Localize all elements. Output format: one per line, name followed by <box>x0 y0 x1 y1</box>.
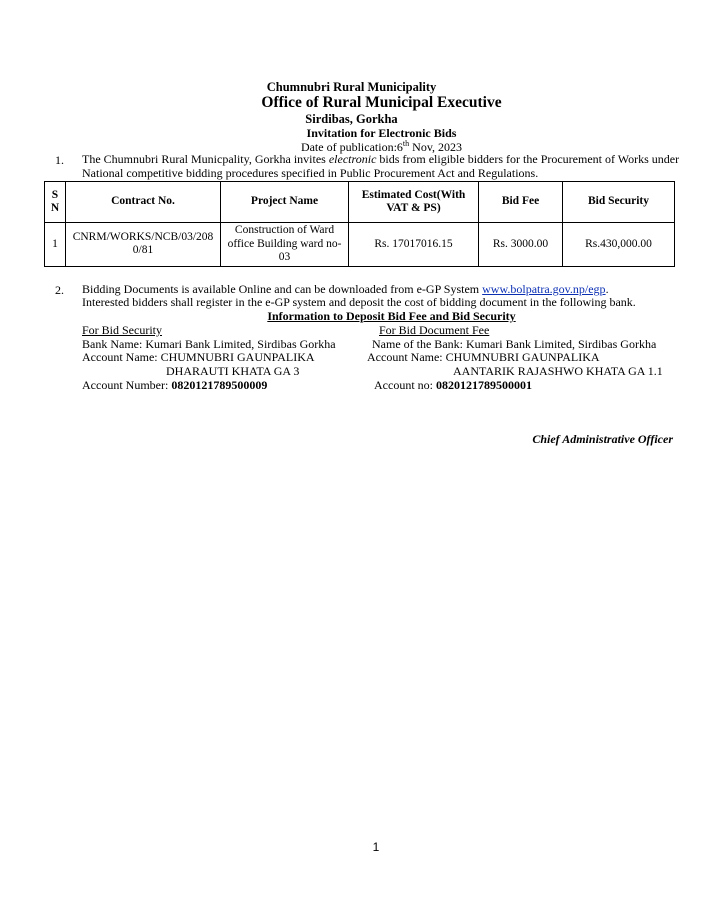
table-row <box>45 223 675 267</box>
bid-security-account-number-label: Account Number: <box>82 378 172 392</box>
office-title: Office of Rural Municipal Executive <box>261 94 502 111</box>
cell-project: Construction of Ward office Building ward no-03 <box>221 223 349 267</box>
header-contract: Contract No. <box>66 182 221 223</box>
header-fee: Bid Fee <box>479 182 563 223</box>
header-project: Project Name <box>221 182 349 223</box>
para1-text <box>82 153 682 180</box>
para1-text-italic: electronic <box>328 152 377 166</box>
bid-security-account-name-2: DHARAUTI KHATA GA 3 <box>166 364 300 378</box>
bid-fee-account-name: Account Name: CHUMNUBRI GAUNPALIKA <box>367 350 600 364</box>
bid-security-heading: For Bid Security <box>82 323 162 337</box>
publication-date-prefix: Date of publication:6 <box>300 140 403 154</box>
bids-table <box>44 181 675 267</box>
bid-fee-heading: For Bid Document Fee <box>379 323 490 337</box>
signature-title: Chief Administrative Officer <box>532 432 673 446</box>
para1-text-after: bids from eligible bidders for the Procurement of Works under National competitive bidding procedures specified in Public Procurement Act and Regulations. <box>82 152 680 180</box>
publication-date-suffix: Nov, 2023 <box>409 140 463 154</box>
para1-text-before: The Chumnubri Rural Municpality, Gorkha invites <box>82 152 329 166</box>
bid-fee-account-name-2: AANTARIK RAJASHWO KHATA GA 1.1 <box>453 364 663 378</box>
bid-fee-account-number <box>374 378 532 393</box>
header-security: Bid Security <box>563 182 675 223</box>
cell-contract: CNRM/WORKS/NCB/03/2080/81 <box>66 223 221 267</box>
location: Sirdibas, Gorkha <box>305 112 398 126</box>
municipality-name: Chumnubri Rural Municipality <box>266 80 437 94</box>
bid-security-account-name: Account Name: CHUMNUBRI GAUNPALIKA <box>82 350 315 364</box>
cell-sn: 1 <box>45 223 66 267</box>
cell-cost: Rs. 17017016.15 <box>349 223 479 267</box>
bid-security-account-number <box>82 378 267 393</box>
para2-line2: Interested bidders shall register in the e-GP system and deposit the cost of bidding document in the following bank. <box>82 295 636 309</box>
deposit-title: Information to Deposit Bid Fee and Bid Security <box>267 309 516 323</box>
publication-date-sup: th <box>402 139 410 148</box>
para2-line1-after: . <box>605 282 609 296</box>
egp-link[interactable]: www.bolpatra.gov.np/egp <box>482 282 606 296</box>
para2-line1-before: Bidding Documents is available Online and can be downloaded from e-GP System <box>82 282 483 296</box>
para2-number: 2. <box>55 283 64 297</box>
table-header-row <box>45 182 675 223</box>
cell-fee: Rs. 3000.00 <box>479 223 563 267</box>
page-number: 1 <box>372 840 380 854</box>
bid-fee-account-number-label: Account no: <box>374 378 436 392</box>
header-cost: Estimated Cost(With VAT & PS) <box>349 182 479 223</box>
invitation-title: Invitation for Electronic Bids <box>306 126 457 140</box>
bid-security-account-number-value: 0820121789500009 <box>171 378 268 392</box>
bid-fee-account-number-value: 0820121789500001 <box>436 378 532 392</box>
header-sn: S N <box>45 182 66 223</box>
bid-fee-bank: Name of the Bank: Kumari Bank Limited, Sirdibas Gorkha <box>372 337 657 351</box>
bid-security-bank: Bank Name: Kumari Bank Limited, Sirdibas Gorkha <box>82 337 336 351</box>
cell-security: Rs.430,000.00 <box>563 223 675 267</box>
para1-number: 1. <box>55 153 64 167</box>
